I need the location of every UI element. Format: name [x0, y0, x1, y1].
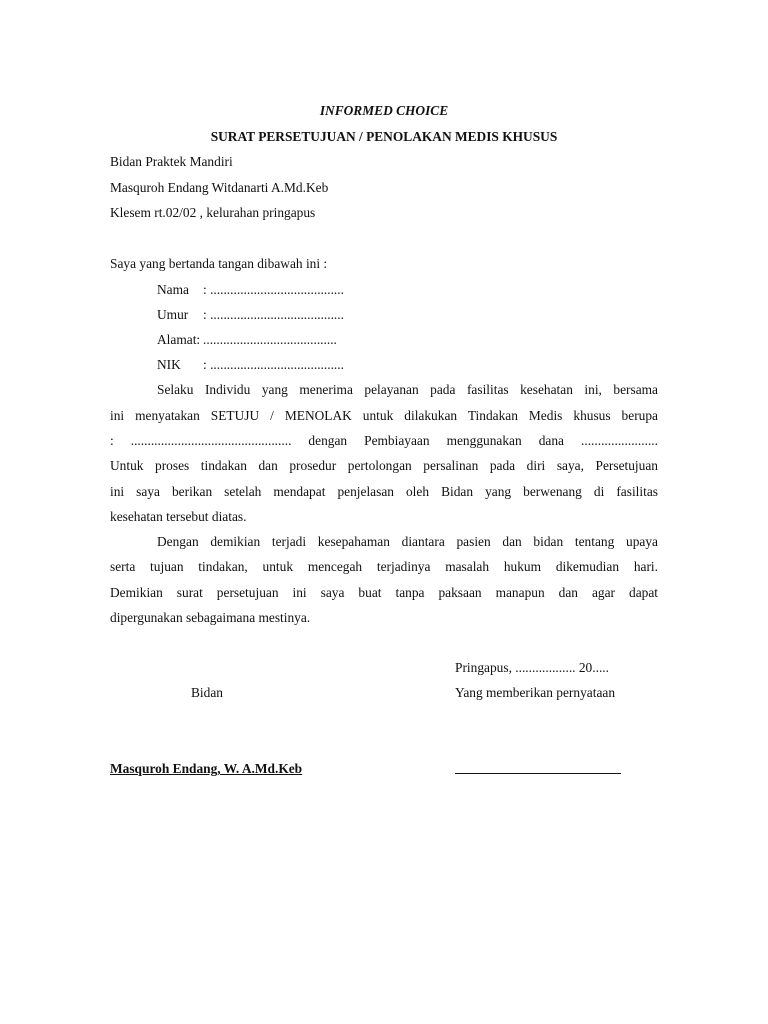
field-umur [157, 306, 344, 324]
field-value: : ........................................ [203, 357, 344, 372]
field-value: ........................................ [203, 332, 337, 347]
place-date: Pringapus, .................. 20..... [455, 660, 609, 675]
field-value: : ........................................ [203, 282, 344, 297]
field-alamat [157, 331, 337, 349]
field-label: Alamat: [157, 332, 201, 347]
paragraph-line: Selaku Individu yang menerima pelayanan pada fasilitas kesehatan ini, bersama [157, 382, 658, 397]
field-value: : ........................................ [203, 307, 344, 322]
paragraph-line: serta tujuan tindakan, untuk mencegah terjadinya masalah hukum dikemudian hari. [110, 559, 658, 574]
field-label: Nama [157, 282, 189, 297]
document-title: INFORMED CHOICE [319, 103, 449, 118]
document-subtitle: SURAT PERSETUJUAN / PENOLAKAN MEDIS KHUSUS [210, 129, 558, 144]
paragraph-line: Untuk proses tindakan dan prosedur pertolongan persalinan pada diri saya, Persetujuan [110, 458, 658, 473]
paragraph-line: ini menyatakan SETUJU / MENOLAK untuk dilakukan Tindakan Medis khusus berupa [110, 408, 658, 423]
clinic-address: Klesem rt.02/02 , kelurahan pringapus [110, 205, 316, 220]
paragraph-line: Demikian surat persetujuan ini saya buat tanpa paksaan manapun dan agar dapat [110, 585, 658, 600]
midwife-name: Masquroh Endang Witdanarti A.Md.Keb [110, 180, 329, 195]
paragraph-line: dipergunakan sebagaimana mestinya. [110, 610, 311, 625]
right-signatory-role: Yang memberikan pernyataan [455, 685, 616, 700]
signature-line [455, 773, 621, 774]
paragraph-line: : ................................................ dengan Pembiayaan menggunakan dana ....................... [110, 433, 658, 448]
paragraph-line: Dengan demikian terjadi kesepahaman diantara pasien dan bidan tentang upaya [157, 534, 658, 549]
left-signatory-name: Masquroh Endang, W. A.Md.Keb [110, 761, 303, 776]
field-nik [157, 356, 344, 374]
field-nama [157, 281, 344, 299]
clinic-name: Bidan Praktek Mandiri [110, 154, 233, 169]
field-label: Umur [157, 307, 189, 322]
paragraph-line: kesehatan tersebut diatas. [110, 509, 247, 524]
intro-text: Saya yang bertanda tangan dibawah ini : [110, 256, 328, 271]
field-label: NIK [157, 357, 181, 372]
paragraph-line: ini saya berikan setelah mendapat penjelasan oleh Bidan yang berwenang di fasilitas [110, 484, 658, 499]
left-signatory-role: Bidan [191, 685, 223, 700]
